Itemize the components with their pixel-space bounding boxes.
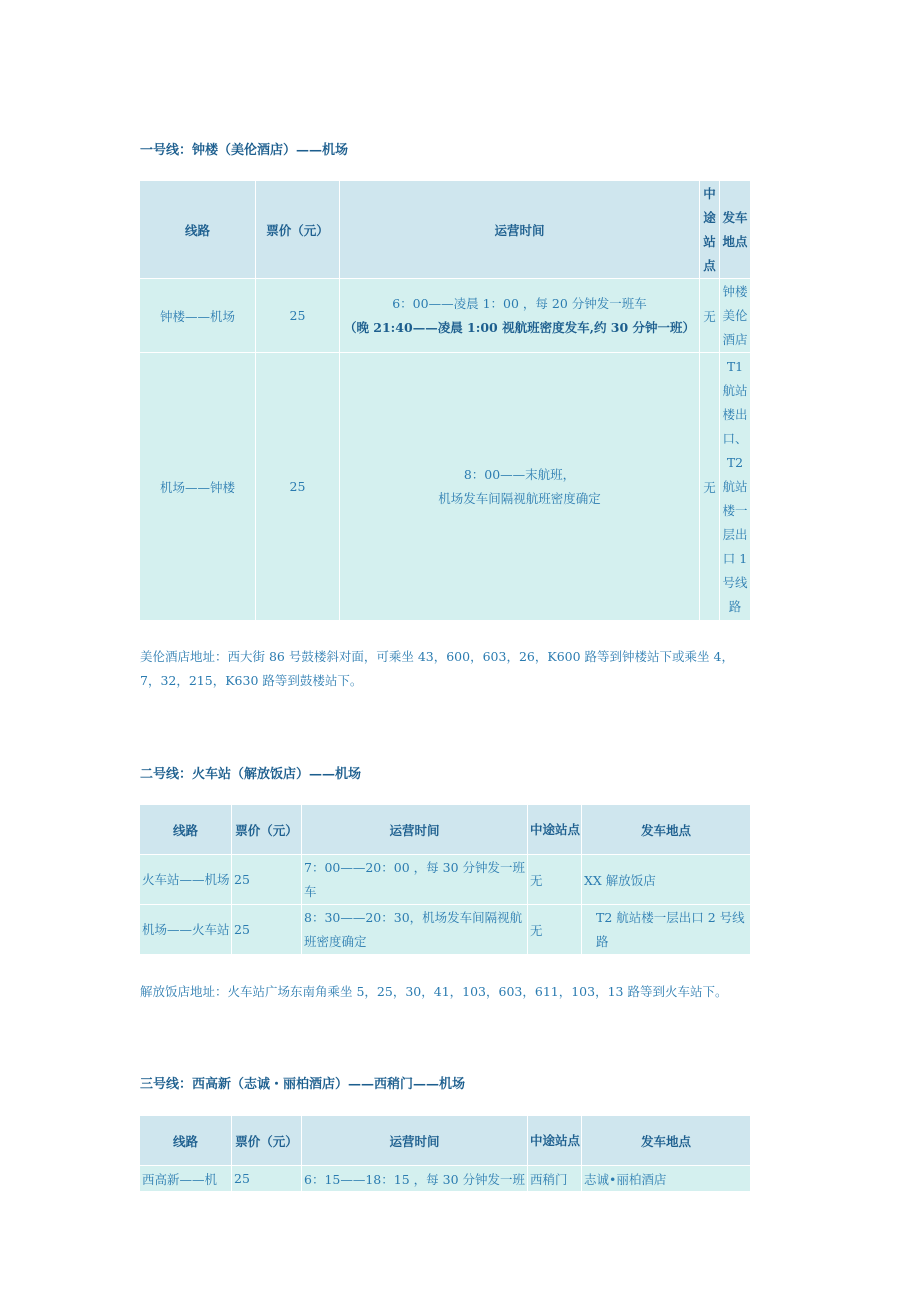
stops-cell: 无	[700, 353, 720, 621]
route-cell: 西高新——机	[140, 1166, 232, 1192]
table-header-row	[140, 805, 751, 855]
table-row	[140, 353, 751, 621]
header-fare: 票价（元）	[232, 805, 302, 855]
table-row	[140, 279, 751, 353]
header-origin: 发车地点	[582, 805, 751, 855]
time-cell: 6：15——18：15 ，每 30 分钟发一班	[302, 1166, 528, 1192]
time-line-note: 机场发车间隔视航班密度确定	[438, 490, 601, 506]
header-fare: 票价（元）	[256, 181, 340, 279]
header-origin: 发车地点	[720, 181, 751, 279]
header-origin: 发车地点	[582, 1116, 751, 1166]
route-cell: 钟楼——机场	[140, 279, 256, 353]
time-line: 6：00——凌晨 1：00 ，每 20 分钟发一班车	[392, 295, 647, 311]
header-stops: 中途站点	[528, 1116, 582, 1166]
origin-cell: XX 解放饭店	[582, 855, 751, 905]
stops-cell: 无	[528, 905, 582, 955]
header-time: 运营时间	[302, 1116, 528, 1166]
time-cell: 8：30——20：30，机场发车间隔视航班密度确定	[302, 905, 528, 955]
header-fare: 票价（元）	[232, 1116, 302, 1166]
time-cell	[340, 353, 700, 621]
table-row	[140, 1166, 751, 1192]
line1-table	[139, 180, 751, 621]
header-route: 线路	[140, 805, 232, 855]
header-time: 运营时间	[340, 181, 700, 279]
route-cell: 机场——钟楼	[140, 353, 256, 621]
header-stops: 中途站点	[528, 805, 582, 855]
fare-cell: 25	[256, 279, 340, 353]
line3-table	[139, 1115, 751, 1192]
header-route: 线路	[140, 1116, 232, 1166]
header-time: 运营时间	[302, 805, 528, 855]
fare-cell: 25	[232, 905, 302, 955]
time-cell: 7：00——20：00 ，每 30 分钟发一班车	[302, 855, 528, 905]
section1-title: 一号线：钟楼（美伦酒店）——机场	[140, 143, 349, 158]
table-row	[140, 905, 751, 955]
fare-cell: 25	[232, 1166, 302, 1192]
origin-cell: 志诚•丽柏酒店	[582, 1166, 751, 1192]
fare-cell: 25	[232, 855, 302, 905]
stops-cell: 无	[528, 855, 582, 905]
section2-title: 二号线：火车站（解放饭店）——机场	[140, 767, 362, 782]
section2-address-note: 解放饭店地址：火车站广场东南角乘坐 5，25，30，41，103，603，611，103，13 路等到火车站下。	[140, 984, 728, 999]
table-row	[140, 855, 751, 905]
time-line: 8：00——末航班，	[463, 466, 576, 482]
line2-table	[139, 804, 751, 955]
route-cell: 火车站——机场	[140, 855, 232, 905]
origin-cell: T1 航站楼出口、T2 航站楼一层出口 1 号线路	[720, 353, 751, 621]
route-cell: 机场——火车站	[140, 905, 232, 955]
table-header-row	[140, 1116, 751, 1166]
table-header-row	[140, 181, 751, 279]
origin-cell: 钟楼美伦酒店	[720, 279, 751, 353]
header-stops: 中途站点	[700, 181, 720, 279]
fare-cell: 25	[256, 353, 340, 621]
time-cell	[340, 279, 700, 353]
origin-cell: T2 航站楼一层出口 2 号线路	[582, 905, 751, 955]
stops-cell: 西稍门	[528, 1166, 582, 1192]
time-line-note: （晚 21:40——凌晨 1:00 视航班密度发车,约 30 分钟一班）	[343, 319, 696, 335]
section1-address-note: 美伦酒店地址：西大街 86 号鼓楼斜对面，可乘坐 43，600，603，26，K600 路等到钟楼站下或乘坐 4，7，32，215，K630 路等到鼓楼站下。	[140, 649, 734, 688]
stops-cell: 无	[700, 279, 720, 353]
header-route: 线路	[140, 181, 256, 279]
section3-title: 三号线：西高新（志诚・丽柏酒店）——西稍门——机场	[140, 1077, 466, 1092]
